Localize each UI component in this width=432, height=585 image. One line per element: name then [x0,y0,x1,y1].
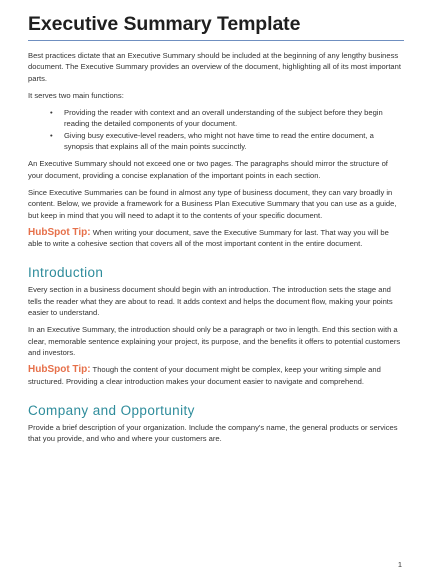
tip-label: HubSpot Tip: [28,226,91,238]
paragraph-introduction-2: In an Executive Summary, the introduction should only be a paragraph or two in length. End this section with a clear, memorable sentence explaining your project, its purpose, and the benefits it offers to potential customers and investors. [28,325,401,357]
paragraph-length: An Executive Summary should not exceed one or two pages. The paragraphs should mirror the structure of your document, providing a concise explanation of the important points in each section. [28,159,388,180]
list-item-text: Providing the reader with context and an overall understanding of the subject before they begin reading the detailed components of your document. [64,108,383,129]
list-item [50,107,404,130]
functions-list [28,107,404,152]
document-title: Executive Summary Template [28,13,301,35]
title-underline [28,40,404,41]
section-heading-company: Company and Opportunity [28,402,195,418]
tip-text: When writing your document, save the Executive Summary for last. That way you will be able to write a cohesive section that covers all of the most important content in the entire document. [28,227,389,249]
paragraph-framework: Since Executive Summaries can be found in almost any type of business document, they can vary broadly in content. Below, we provide a framework for a Business Plan Executive Summary that you can use as a guide, but keep in mind that you will need to adapt it to the contents of your specific document. [28,187,397,220]
bullet-icon: • [50,130,53,140]
list-item-text: Giving busy executive-level readers, who might not have time to read the entire document, a synopsis that explains all of the main points succinctly. [64,130,374,152]
paragraph-introduction-1: Every section in a business document should begin with an introduction. The introduction sets the stage and tells the reader what they are about to read. It adds context and helps the document flow, making your points easier to understand. [28,285,393,318]
tip-text: Though the content of your document might be complex, keep your writing simple and structured. Providing a clear introduction makes your document easier to navigate and comprehend. [28,365,381,386]
list-item [50,130,404,153]
page-number: 1 [397,560,402,569]
paragraph-company: Provide a brief description of your organization. Include the company's name, the general products or services that you provide, and who and where your customers are. [28,422,398,444]
paragraph-best-practices: Best practices dictate that an Executive Summary should be included at the beginning of any lengthy business document. The Executive Summary provides an overview of the document, highlighting all of its most important parts. [28,51,401,83]
tip-label: HubSpot Tip: [28,364,91,376]
hubspot-tip-summary [28,227,404,250]
section-heading-introduction: Introduction [28,265,104,281]
bullet-icon: • [50,108,53,118]
hubspot-tip-introduction [28,364,404,387]
paragraph-two-functions: It serves two main functions: [28,90,124,100]
